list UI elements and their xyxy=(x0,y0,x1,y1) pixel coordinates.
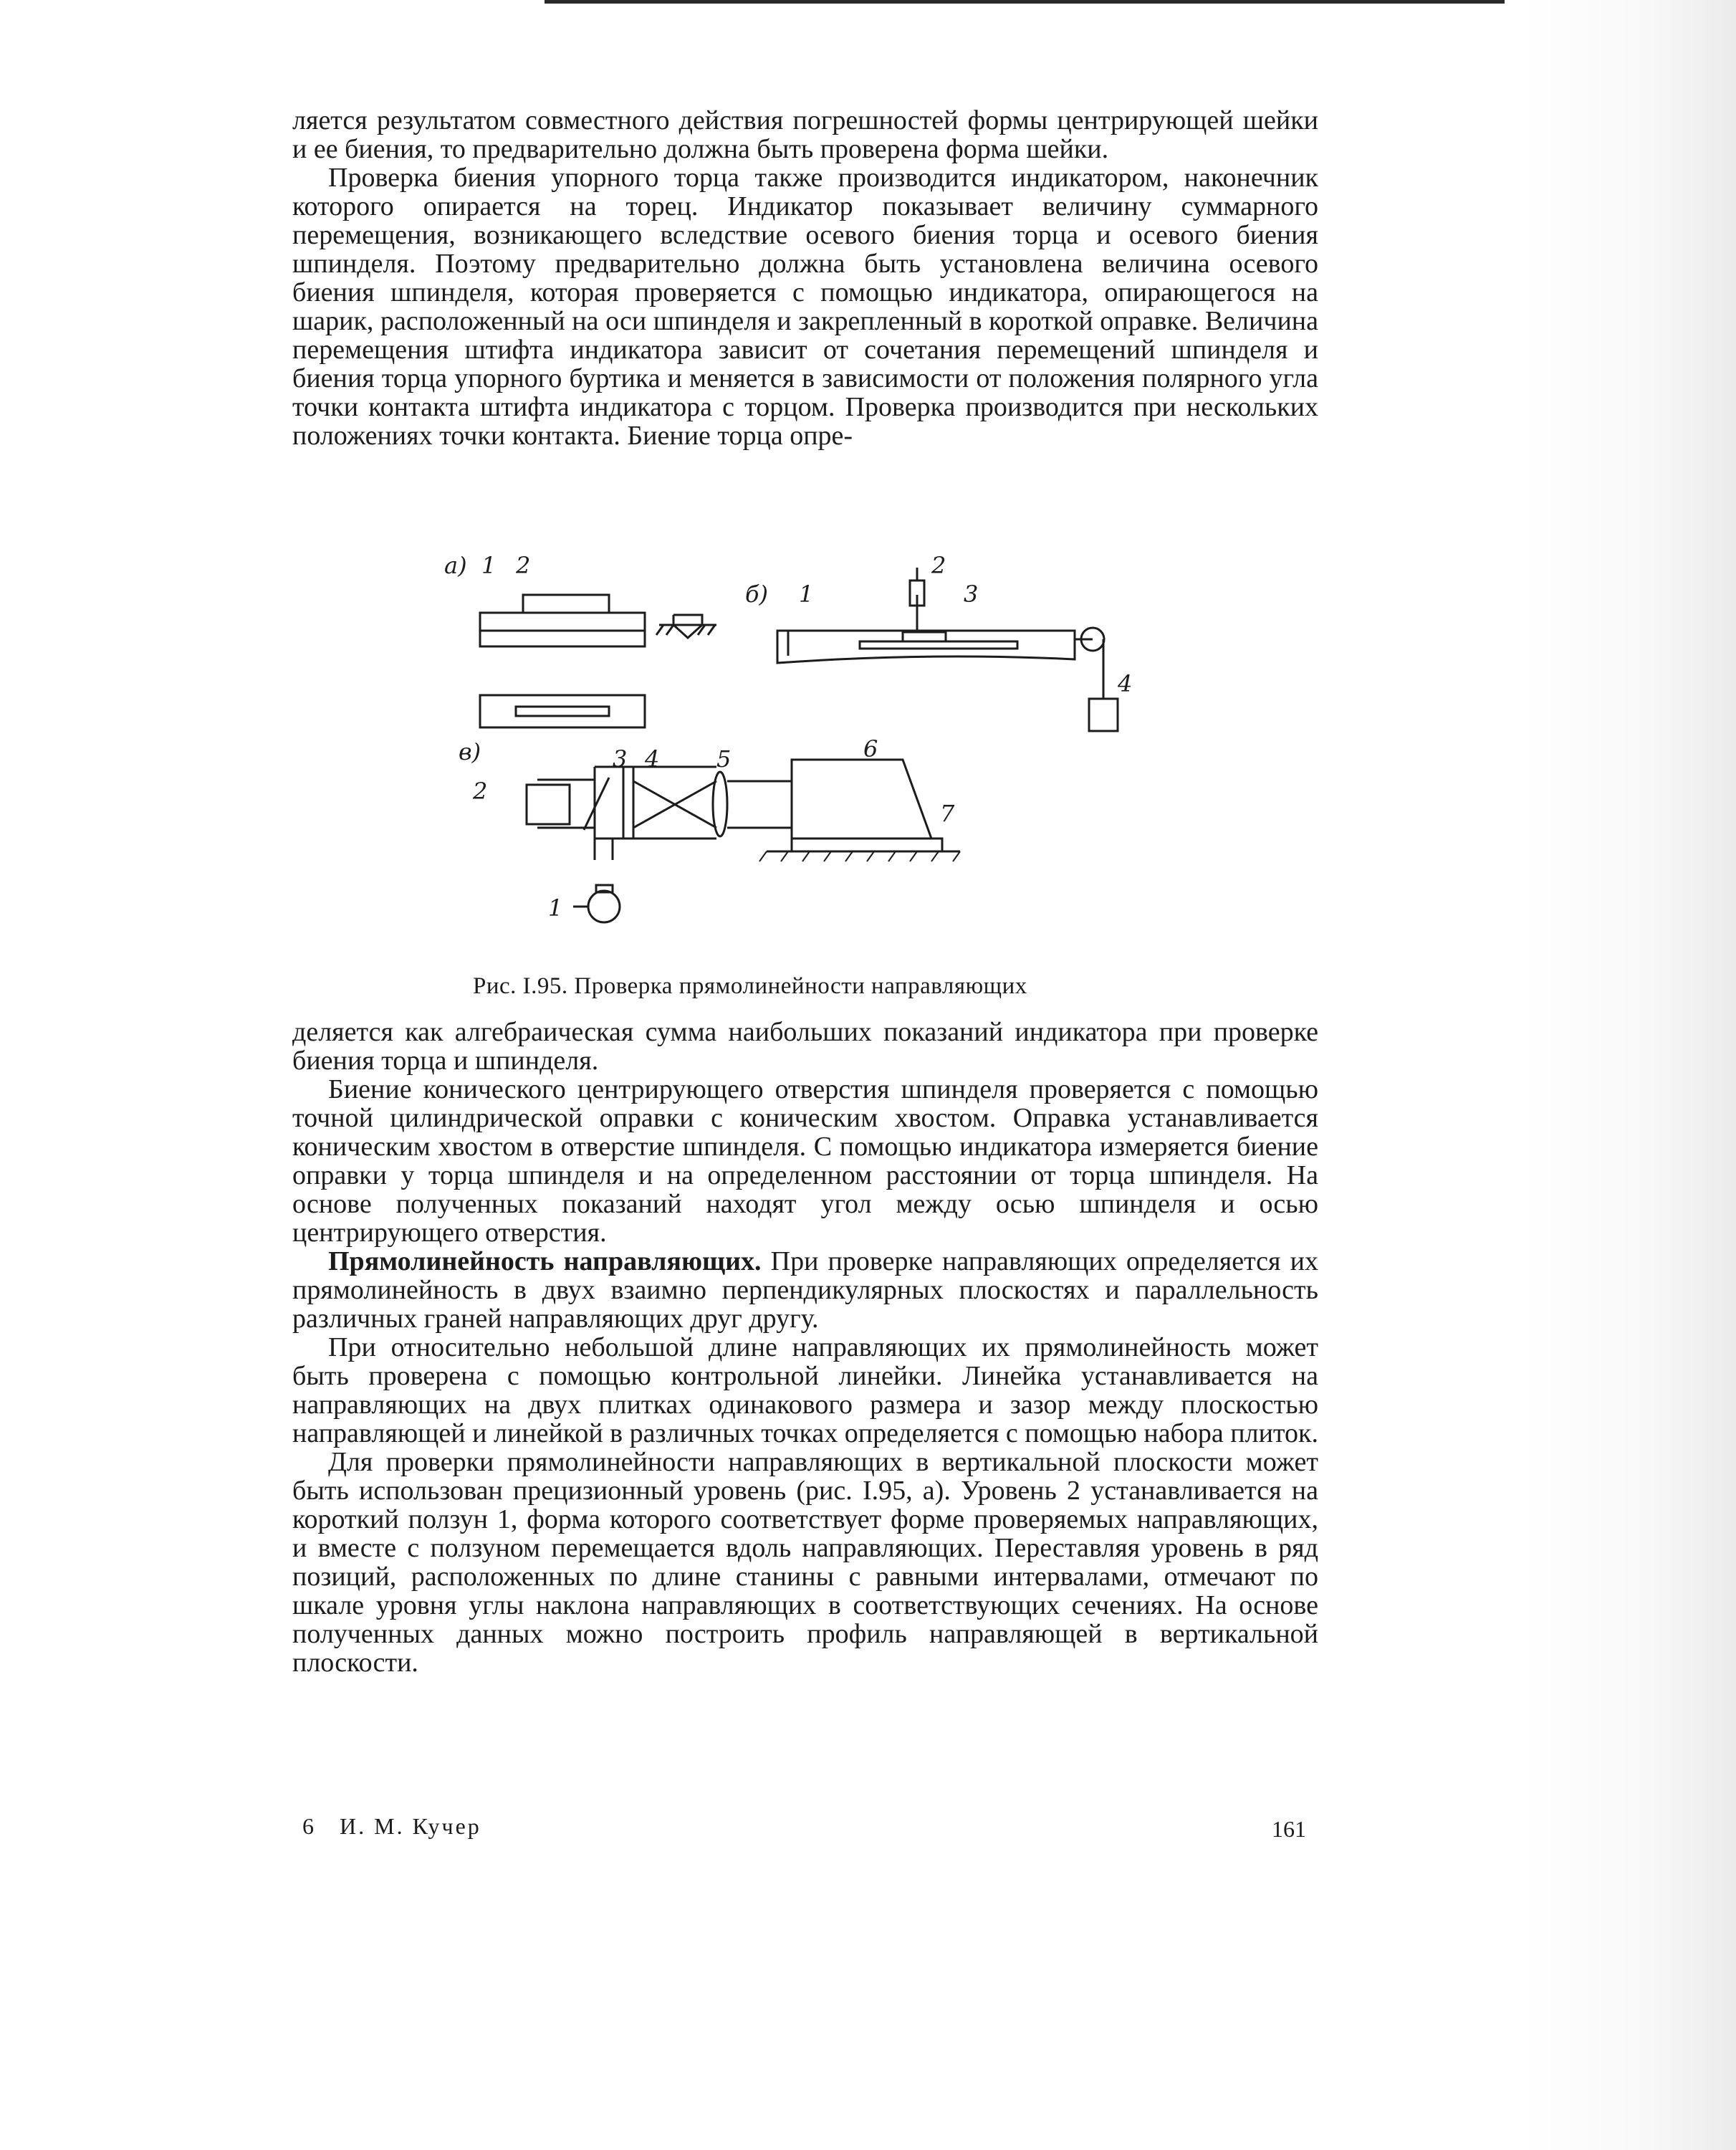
tube xyxy=(527,785,570,824)
weight xyxy=(1089,699,1118,731)
signature-number: 6 xyxy=(302,1813,314,1839)
figure-number: 3 xyxy=(964,580,979,608)
paragraph: Проверка биения упорного торца также производится индикатором, наконечник которого опирается на торец. Индикатор показывает величину суммарного перемещения, возникающего вследствие осевого биения торца и осевого биения шпинделя. Поэтому предварительно должна быть установлена величина осевого биения шпинделя, которая проверяется с помощью индикатора, опирающегося на шарик, расположенный на оси шпинделя и закрепленный в короткой оправке. Величина перемещения штифта индикатора зависит от сочетания перемещений шпинделя и биения торца упорного буртика и меняется в зависимости от положения полярного угла точки контакта штифта индикатора с торцом. Проверка производится при нескольких положениях точки контакта. Биение торца опре- xyxy=(292,163,1318,451)
figure-number: 2 xyxy=(516,552,531,579)
figure-caption: Рис. I.95. Проверка прямолинейности направляющих xyxy=(473,973,1027,999)
page-number: 161 xyxy=(1272,1816,1306,1842)
paragraph: При относительно небольшой длине направляющих их прямолинейность может быть проверена с помощью контрольной линейки. Линейка устанавливается на направляющих на двух плитках одинакового размера и зазор между плоскостью направляющей и линейкой в различных точках определяется с помощью набора плиток. xyxy=(292,1332,1318,1448)
figure-number: 2 xyxy=(931,552,946,579)
paragraph: Биение конического центрирующего отверстия шпинделя проверяется с помощью точной цилиндрической оправки с коническим хвостом. Оправка устанавливается коническим хвостом в отверстие шпинделя. С помощью индикатора измеряется биение оправки у торца шпинделя и на определенном расстоянии от торца шпинделя. На основе полученных показаний находят угол между осью шпинделя и осью центрирующего отверстия. xyxy=(292,1074,1318,1248)
panel-c-label: в) xyxy=(459,738,481,765)
figure-number: 6 xyxy=(863,735,878,763)
text-block-top xyxy=(292,106,1318,450)
mirror-carriage xyxy=(792,760,931,838)
lamp xyxy=(588,891,620,922)
ground-hatching xyxy=(759,851,960,861)
figure-number: 2 xyxy=(473,778,488,805)
printer-signature xyxy=(302,1813,481,1839)
figure-1-95 xyxy=(430,545,1189,946)
slider-top xyxy=(480,613,645,631)
scan-shadow-edge xyxy=(1521,0,1736,2150)
figure-number: 4 xyxy=(645,745,660,773)
figure-number: 1 xyxy=(548,894,563,922)
level-body xyxy=(523,595,609,613)
slider-base xyxy=(480,631,645,646)
paragraph: деляется как алгебраическая сумма наибольших показаний индикатора при проверке биения торца и шпинделя. xyxy=(292,1017,1318,1076)
reticle xyxy=(623,767,633,838)
panel-b-label: б) xyxy=(745,580,769,608)
carriage-base xyxy=(792,838,942,851)
text-block-bottom xyxy=(292,1018,1318,1677)
section-heading: Прямолинейность направляющих. xyxy=(328,1246,762,1276)
signature-author: И. М. Кучер xyxy=(340,1813,481,1839)
figure-number: 7 xyxy=(940,800,955,827)
paragraph xyxy=(292,1247,1318,1333)
figure-number: 1 xyxy=(481,552,497,579)
paragraph-text: При проверке направляющих определяется их прямолинейность в двух взаимно перпендикулярных плоскостях и параллельность различных граней направляющих друг другу. xyxy=(292,1246,1318,1334)
lens xyxy=(713,772,727,836)
panel-a-label: а) xyxy=(444,552,467,579)
paragraph: ляется результатом совместного действия погрешностей формы центрирующей шейки и ее биения, то предварительно должна быть проверена форма шейки. xyxy=(292,105,1318,164)
figure-number: 4 xyxy=(1118,670,1133,697)
carriage xyxy=(903,632,946,641)
level-top-view xyxy=(480,695,645,727)
level-vial xyxy=(516,707,609,716)
bed xyxy=(777,631,1075,663)
figure-drawing xyxy=(430,545,1189,946)
beam-splitter xyxy=(584,778,609,830)
paragraph: Для проверки прямолинейности направляющих в вертикальной плоскости может быть использован прецизионный уровень (рис. I.95, а). Уровень 2 устанавливается на короткий ползун 1, форма которого соответствует форме проверяемых направляющих, и вместе с ползуном перемещается вдоль направляющих. Переставляя уровень в ряд позиций, расположенных по длине станины с равными интервалами, отмечают по шкале уровня углы наклона направляющих в соответствующих сечениях. На основе полученных данных можно построить профиль направляющей в вертикальной плоскости. xyxy=(292,1447,1318,1678)
figure-number: 3 xyxy=(613,745,628,773)
scan-top-edge xyxy=(545,0,1505,4)
figure-number: 5 xyxy=(716,745,732,773)
figure-number: 1 xyxy=(799,580,814,608)
